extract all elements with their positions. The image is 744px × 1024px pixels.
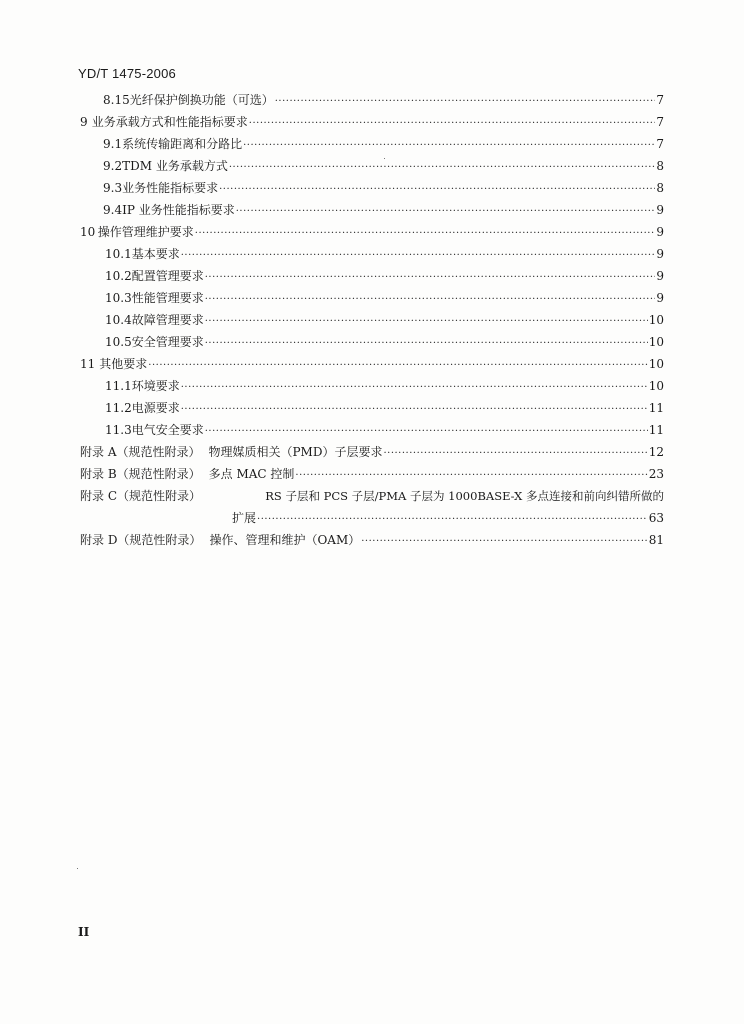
toc-entry-9-1[interactable]: [0, 135, 744, 157]
toc-number: 11.2: [105, 401, 132, 415]
dot-leader: [205, 335, 648, 353]
toc-title-continuation: 扩展: [232, 511, 257, 525]
toc-entry-11-3[interactable]: [0, 421, 744, 443]
toc-entry-10[interactable]: [0, 223, 744, 245]
toc-entry-11-2[interactable]: [0, 399, 744, 421]
toc-entry-annex-d[interactable]: [0, 531, 744, 553]
dot-leader: [229, 159, 656, 177]
toc-title: 其他要求: [99, 357, 148, 371]
toc-number: 附录 D（规范性附录）: [80, 533, 202, 547]
toc-page: 9: [656, 225, 664, 239]
toc-entry-9-2[interactable]: [0, 157, 744, 179]
toc-number: 11.1: [105, 379, 132, 393]
toc-page: 12: [648, 445, 664, 459]
scan-speck: [384, 158, 385, 159]
scan-speck: [77, 868, 78, 869]
toc-number: 9.2: [103, 159, 123, 173]
dot-leader: [249, 115, 656, 133]
toc-title: 安全管理要求: [131, 335, 204, 349]
dot-leader: [383, 445, 647, 463]
toc-entry-11[interactable]: [0, 355, 744, 377]
toc-page: 10: [648, 335, 664, 349]
dot-leader: [205, 269, 656, 287]
toc-title: 基本要求: [131, 247, 180, 261]
toc-entry-10-1[interactable]: [0, 245, 744, 267]
dot-leader: [236, 203, 656, 221]
toc-title: 多点 MAC 控制: [208, 467, 295, 481]
toc-entry-10-3[interactable]: [0, 289, 744, 311]
toc-number: 11: [80, 357, 96, 371]
toc-page: 8: [656, 181, 664, 195]
toc-number: 10.2: [105, 269, 132, 283]
toc-entry-9-3[interactable]: [0, 179, 744, 201]
toc-number: 附录 A（规范性附录）: [80, 445, 201, 459]
toc-title: TDM 业务承载方式: [122, 159, 228, 173]
toc-number: 8.15: [103, 93, 130, 107]
toc-title: 业务承载方式和性能指标要求: [91, 115, 248, 129]
toc-page: 10: [648, 313, 664, 327]
dot-leader: [205, 313, 648, 331]
toc-number: 9.4: [103, 203, 123, 217]
toc-number: 附录 B（规范性附录）: [80, 467, 201, 481]
toc-title: 电气安全要求: [131, 423, 204, 437]
toc-number: 10.4: [105, 313, 132, 327]
toc-title: 操作、管理和维护（OAM）: [209, 533, 361, 547]
toc-page: 7: [656, 93, 664, 107]
dot-leader: [181, 401, 648, 419]
toc-title: 电源要求: [131, 401, 180, 415]
toc-number: 10: [80, 225, 96, 239]
dot-leader: [205, 291, 656, 309]
dot-leader: [181, 379, 648, 397]
toc-title: 物理媒质相关（PMD）子层要求: [208, 445, 383, 459]
toc-entry-annex-a[interactable]: [0, 443, 744, 465]
toc-title: 系统传输距离和分路比: [122, 137, 243, 151]
toc-page: 81: [648, 533, 664, 547]
toc-number: 9.1: [103, 137, 123, 151]
dot-leader: [275, 93, 656, 111]
toc-page: 63: [648, 511, 664, 525]
dot-leader: [257, 511, 648, 529]
toc-title: 操作管理维护要求: [97, 225, 194, 239]
toc-title: IP 业务性能指标要求: [122, 203, 235, 217]
dot-leader: [148, 357, 647, 375]
dot-leader: [243, 137, 655, 155]
toc-title: 环境要求: [131, 379, 180, 393]
toc-page: 7: [656, 115, 664, 129]
toc-page: 9: [656, 203, 664, 217]
toc-entry-9[interactable]: [0, 113, 744, 135]
toc-page: 11: [648, 401, 664, 415]
toc-title: RS 子层和 PCS 子层/PMA 子层为 1000BASE-X 多点连接和前向纠错所做的: [265, 489, 664, 503]
toc-title: 性能管理要求: [131, 291, 204, 305]
toc-page: 9: [656, 269, 664, 283]
toc-page: 7: [656, 137, 664, 151]
toc-number: 11.3: [105, 423, 132, 437]
toc-page: 9: [656, 247, 664, 261]
toc-entry-annex-b[interactable]: [0, 465, 744, 487]
toc-entry-11-1[interactable]: [0, 377, 744, 399]
dot-leader: [361, 533, 647, 551]
dot-leader: [195, 225, 656, 243]
page-number-roman: II: [78, 925, 90, 939]
dot-leader: [181, 247, 656, 265]
toc-entry-10-4[interactable]: [0, 311, 744, 333]
toc-number: 附录 C（规范性附录）: [80, 489, 201, 503]
document-code: YD/T 1475-2006: [78, 66, 176, 81]
toc-entry-9-4[interactable]: [0, 201, 744, 223]
toc-page: 23: [648, 467, 664, 481]
toc-title: 业务性能指标要求: [122, 181, 219, 195]
toc-number: 9.3: [103, 181, 123, 195]
toc-number: 10.1: [105, 247, 132, 261]
dot-leader: [219, 181, 655, 199]
dot-leader: [205, 423, 648, 441]
dot-leader: [295, 467, 647, 485]
toc-entry-10-5[interactable]: [0, 333, 744, 355]
toc-page: 8: [656, 159, 664, 173]
toc-number: 10.3: [105, 291, 132, 305]
toc-entry-annex-c[interactable]: [0, 487, 744, 531]
toc-page: 9: [656, 291, 664, 305]
toc-title: 配置管理要求: [131, 269, 204, 283]
toc-entry-8-15[interactable]: [0, 91, 744, 113]
toc-number: 9: [80, 115, 88, 129]
toc-page: 10: [648, 379, 664, 393]
toc-title: 故障管理要求: [131, 313, 204, 327]
toc-title: 光纤保护倒换功能（可选）: [129, 93, 274, 107]
toc-number: 10.5: [105, 335, 132, 349]
toc-page: 10: [648, 357, 664, 371]
toc-page: 11: [648, 423, 664, 437]
toc-entry-10-2[interactable]: [0, 267, 744, 289]
